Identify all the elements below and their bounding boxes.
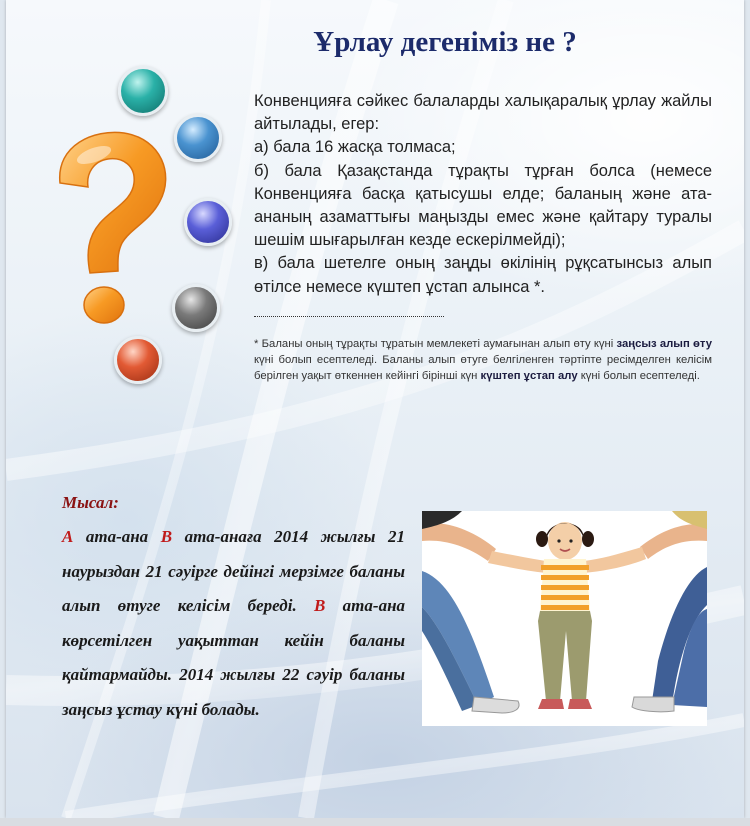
page (6, 0, 744, 818)
letter-a: А (62, 527, 74, 546)
letter-b-second: В (314, 596, 326, 615)
condition-c: в) бала шетелге оның заңды өкілінің рұқсатынсыз алып өтілсе немесе күштеп ұстап алынса *. (254, 254, 712, 296)
blue-ball-icon (174, 114, 222, 162)
intro-paragraph: Конвенцияға сәйкес балаларды халықаралық ұрлау жайлы айтылады, егер: (254, 92, 712, 134)
footnote-separator (254, 316, 444, 317)
footnote-text-1: * Баланы оның тұрақты тұратын мемлекеті аумағынан алып өту күні (254, 338, 617, 350)
footnote-bold-2: күштеп ұстап алу (480, 370, 578, 382)
teal-ball-icon (118, 66, 168, 116)
bottom-bar (0, 818, 750, 826)
letter-b: В (160, 527, 173, 546)
page-title: Ұрлау дегеніміз не ? (313, 26, 577, 58)
main-text-block (254, 90, 712, 299)
child-between-parents-illustration (422, 511, 707, 726)
condition-a: а) бала 16 жасқа толмаса; (254, 138, 456, 157)
example-text (62, 520, 405, 727)
condition-b: б) бала Қазақстанда тұрақты тұрған болса (немесе Конвенцияға басқа қатысушы елде; баланың және ата-ананың азаматтығы маңызды емес және қайтару туралы шешім шығарылған кезде ескерілмейді); (254, 161, 712, 250)
example-label: Мысал: (62, 493, 119, 512)
question-mark-icon (42, 125, 172, 335)
example-text-3: ата-ана көрсетілген уақыттан кейін баланы қайтармайды. 2014 жылғы 22 сәуір баланы заңсыз ұстау күні болады. (62, 596, 406, 719)
footnote (254, 336, 712, 384)
footnote-text-2: күні болып есептеледі. Баланы алып өтуге белгіленген тәртіпте ресімделген келісім берілген уақыт өткеннен кейінгі біріншi күн (254, 354, 712, 382)
gray-ball-icon (172, 284, 220, 332)
indigo-ball-icon (184, 198, 232, 246)
footnote-text-3: күні болып есептеледі. (577, 370, 700, 382)
example-text-2: ата-анаға 2014 жылғы 21 наурыздан 21 сәуірге дейінгі мерзімге баланы алып өтуге келісім береді. (62, 527, 405, 615)
orange-red-ball-icon (114, 336, 162, 384)
footnote-bold-1: заңсыз алып өту (616, 338, 712, 350)
photo-drawing (422, 511, 707, 726)
example-text-1: ата-ана (73, 527, 161, 546)
